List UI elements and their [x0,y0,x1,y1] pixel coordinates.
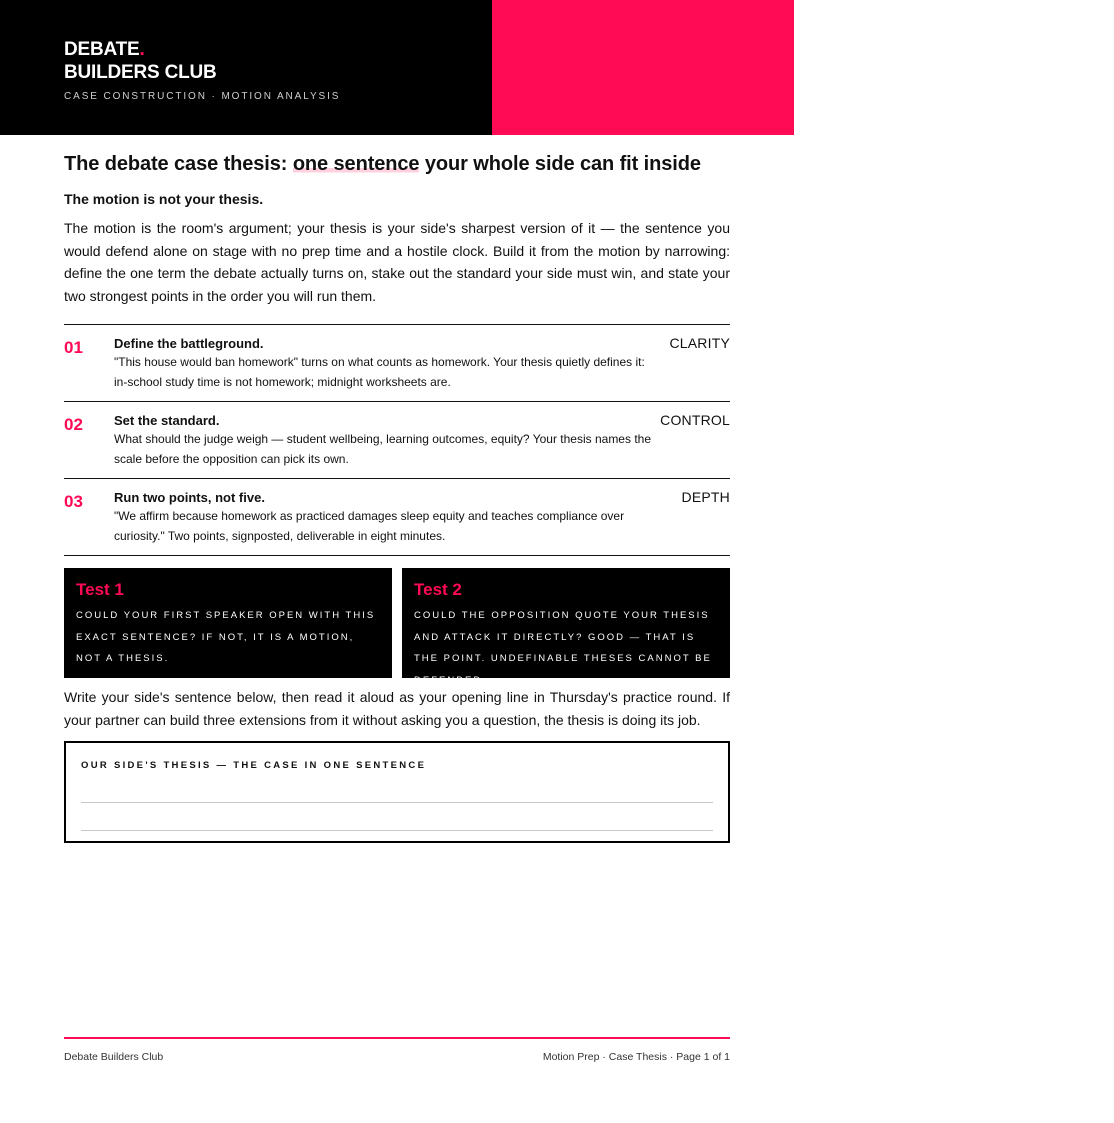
motion-label: This motion: [1018,60,1070,71]
title-highlight: one sentence [292,153,420,175]
step-item [64,325,730,402]
step-number: 01 [64,338,83,357]
test-body: COULD THE OPPOSITION QUOTE YOUR THESIS AND ATTACK IT DIRECTLY? GOOD — THAT IS THE POINT. UNDEFINABLE THESES CANNOT BE DEFENDED. [414,610,712,686]
motion-blank-line[interactable] [1018,75,1114,85]
negative-checkbox[interactable] [1099,94,1107,102]
step-title: Define the battleground. [114,336,264,351]
step-title: Run two points, not five. [114,490,265,505]
side-field [1018,91,1114,125]
test-card-1 [64,568,392,678]
thesis-write-line[interactable] [81,802,713,803]
step-number: 02 [64,415,83,434]
step-item [64,402,730,479]
step-number: 03 [64,492,83,511]
session-info [1018,40,1114,125]
test-body: COULD YOUR FIRST SPEAKER OPEN WITH THIS EXACT SENTENCE? IF NOT, IT IS A MOTION, NOT A THESIS. [76,610,376,664]
affirmative-label: Affirmative [1052,94,1098,105]
affirmative-checkbox[interactable] [1042,94,1050,102]
step-body: What should the judge weigh — student wellbeing, learning outcomes, equity? Your thesis names the scale before the opposition can pick its own. [114,432,651,466]
step-tag: DEPTH [681,489,730,505]
page-header [0,0,1109,135]
test-title: Test 2 [414,580,462,599]
brand-line-2: BUILDERS CLUB [64,62,217,83]
header-session-panel [492,0,1109,135]
side-label: Side: [1018,94,1040,105]
brand-line-1: DEBATE [64,39,140,60]
steps-list [64,324,730,556]
tests-row [64,568,730,686]
header-brand-panel [0,0,492,135]
thesis-writing-box [64,741,730,843]
intro-paragraph: The motion is the room's argument; your thesis is your side's sharpest version of it — the sentence you would defend alone on stage with no prep time and a hostile clock. Build it from the motion by narrowing: define the one term the debate actually turns on, stake out the standard your side must win, and state your two strongest points in the order you will run them. [64,220,730,304]
step-tag: CONTROL [660,412,730,428]
motion-field [1018,57,1114,91]
brand-subtitle: CASE CONSTRUCTION · MOTION ANALYSIS [64,91,341,102]
step-tag: CLARITY [669,335,730,351]
footer-divider [64,1037,730,1039]
test-card-2 [402,568,730,686]
thesis-box-label: OUR SIDE'S THESIS — THE CASE IN ONE SENTENCE [81,760,427,771]
step-body: "This house would ban homework" turns on what counts as homework. Your thesis quietly defines it: in-school study time is not homework; midnight worksheets are. [114,355,645,389]
title-after: your whole side can fit inside [419,153,701,175]
page-title [64,150,730,178]
club-logo [64,38,217,84]
lead-statement: The motion is not your thesis. [64,191,264,207]
footer-club-name: Debate Builders Club [64,1051,164,1063]
thesis-write-line[interactable] [81,830,713,831]
test-title: Test 1 [76,580,124,599]
negative-label: Negative [1018,111,1056,122]
footer-page-info: Motion Prep · Case Thesis · Page 1 of 1 [542,1051,730,1063]
brand-dot: . [139,39,145,60]
step-item [64,479,730,556]
session-label: Session: Motion Prep [1018,43,1109,54]
step-title: Set the standard. [114,413,220,428]
closing-paragraph: Write your side's sentence below, then read it aloud as your opening line in Thursday's practice round. If your partner can build three extensions from it without asking you a question, the thesis is doing its job. [64,689,730,728]
title-before: The debate case thesis: [64,153,293,175]
step-body: "We affirm because homework as practiced damages sleep equity and teaches compliance over curiosity." Two points, signposted, deliverable in eight minutes. [114,509,625,543]
main-content [64,150,730,843]
